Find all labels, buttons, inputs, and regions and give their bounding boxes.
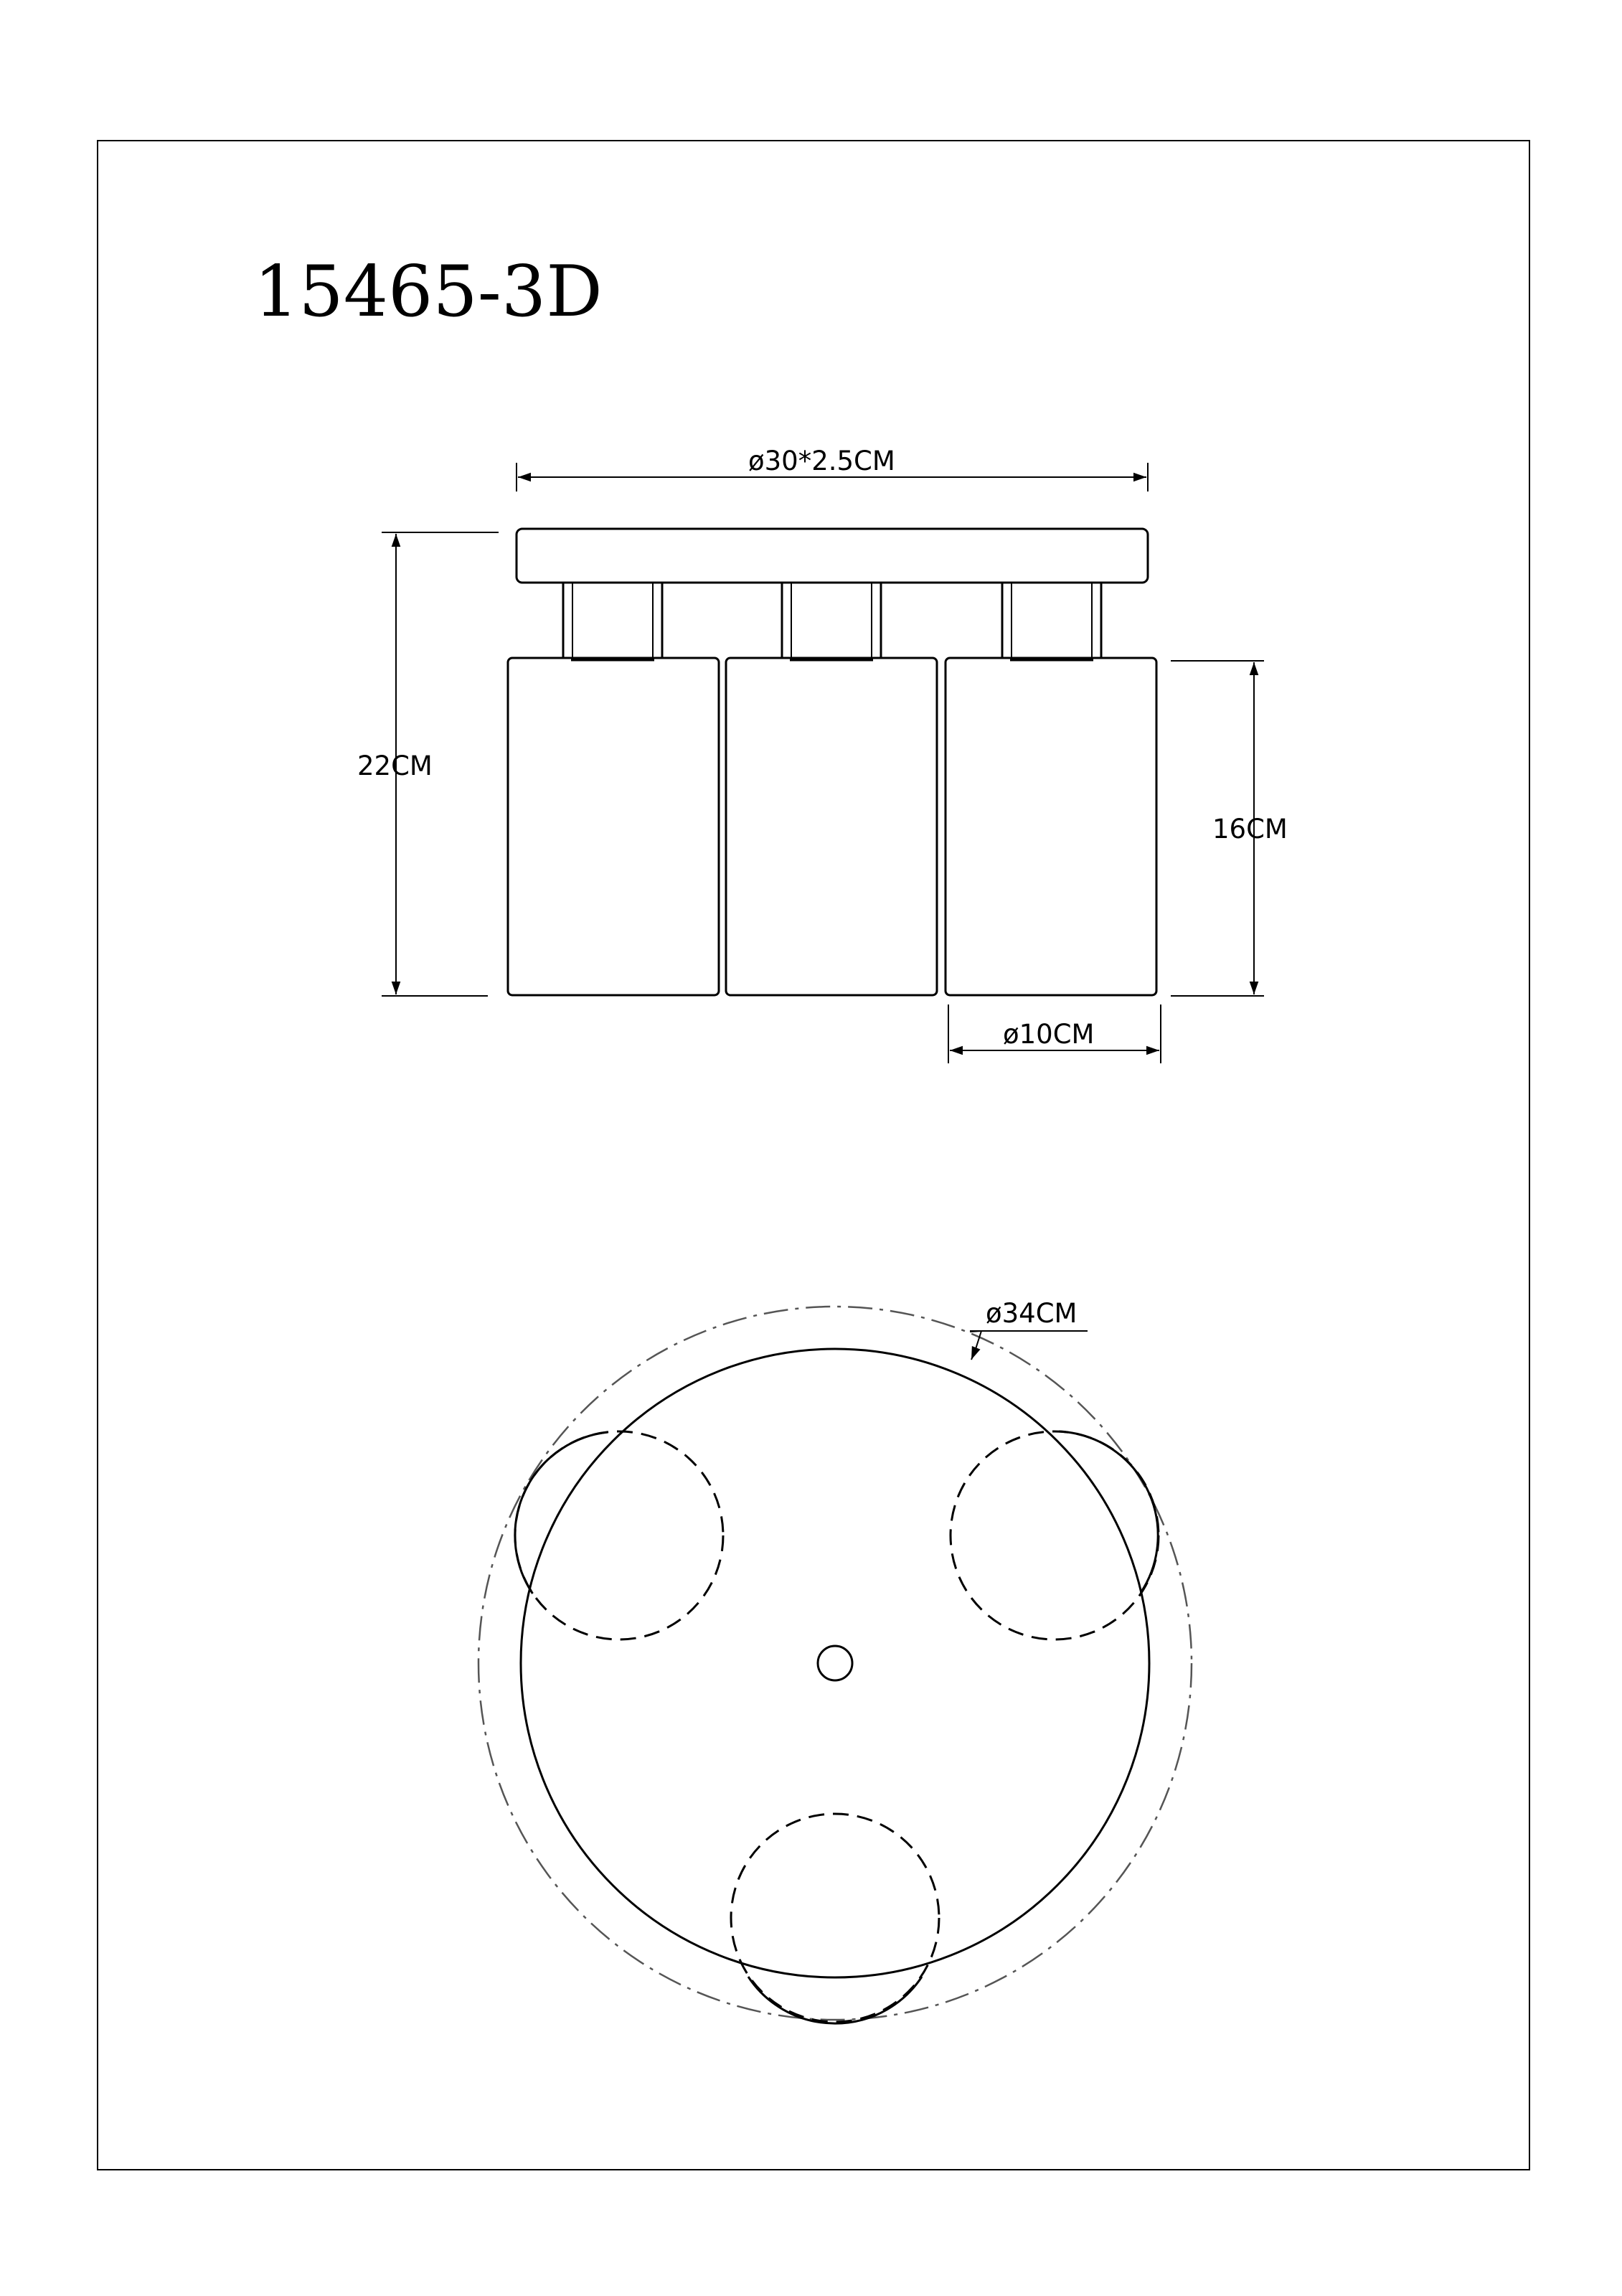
shade-top-left — [515, 1431, 723, 1639]
top-view — [478, 1298, 1192, 2023]
overall-outline-circle — [478, 1307, 1192, 2020]
dimension-shade-diameter — [948, 1004, 1161, 1063]
model-number-title: 15465-3D — [254, 251, 603, 333]
shade-right — [946, 658, 1156, 995]
connector-right — [1002, 583, 1101, 658]
front-view — [508, 529, 1156, 995]
dimension-shade-height — [1171, 661, 1288, 996]
dimension-canopy-label: ø30*2.5CM — [748, 446, 895, 476]
dimension-canopy — [517, 446, 1148, 491]
center-hole — [818, 1646, 852, 1680]
shade-center — [726, 658, 937, 995]
dimension-shade-diameter-label: ø10CM — [1003, 1019, 1095, 1050]
canopy-plate — [517, 529, 1148, 583]
dimension-overall-diameter-label: ø34CM — [986, 1298, 1078, 1329]
connector-center — [782, 583, 881, 658]
canopy-circle — [521, 1349, 1149, 1977]
shade-bottom — [731, 1814, 939, 2023]
dimension-total-height-label: 22CM — [357, 751, 433, 781]
dimension-shade-height-label: 16CM — [1212, 814, 1288, 844]
shade-left — [508, 658, 719, 995]
connector-left — [563, 583, 662, 658]
shade-top-right — [951, 1431, 1159, 1639]
dimension-total-height — [357, 532, 499, 996]
